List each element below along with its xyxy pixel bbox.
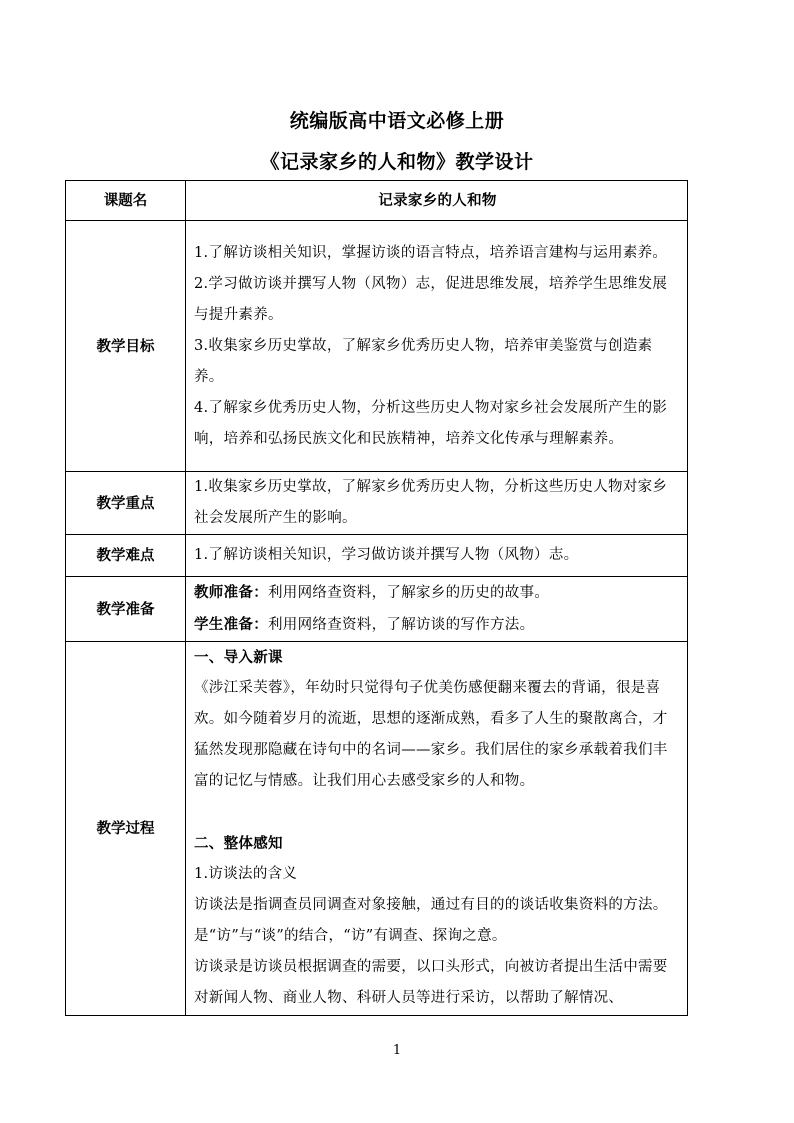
topic-value: 记录家乡的人和物 [186,181,688,221]
process-content [186,642,688,1016]
document-subtitle: 《记录家乡的人和物》教学设计 [260,151,534,173]
label-topic: 课题名 [66,181,186,221]
document-title: 统编版高中语文必修上册 [289,110,505,132]
teacher-prep-text: 利用网络查资料，了解家乡的历史的故事。 [268,585,550,601]
goal-item: 4.了解家乡优秀历史人物，分析这些历史人物对家乡社会发展所产生的影响，培养和弘扬民族文化和民族精神，培养文化传承与理解素养。 [194,399,668,447]
label-goals: 教学目标 [66,221,186,472]
row-topic [66,181,688,221]
goals-content [186,221,688,472]
row-difficulty [66,535,688,577]
row-key [66,472,688,535]
difficulty-text: 1.了解访谈相关知识，学习做访谈并撰写人物（风物）志。 [186,535,688,577]
prep-content [186,577,688,642]
goal-item: 2.学习做访谈并撰写人物（风物）志，促进思维发展，培养学生思维发展与提升素养。 [194,275,668,323]
goal-item: 1.了解访谈相关知识，掌握访谈的语言特点，培养语言建构与运用素养。 [194,244,668,261]
lesson-plan-table [65,180,688,1016]
section-title: 二、整体感知 [194,835,283,852]
label-prep: 教学准备 [66,577,186,642]
row-prep [66,577,688,642]
section-paragraph: 访谈法是指调查员同调查对象接触，通过有目的的谈话收集资料的方法。是“访”与“谈”的结合，“访”有调查、探询之意。 [194,897,668,944]
student-prep-label: 学生准备： [194,616,268,633]
label-key: 教学重点 [66,472,186,535]
row-process [66,642,688,1016]
label-difficulty: 教学难点 [66,535,186,577]
row-goals [66,221,688,472]
page-number: 1 [392,1043,402,1058]
student-prep-text: 利用网络查资料，了解访谈的写作方法。 [268,617,535,633]
teacher-prep-label: 教师准备： [194,584,268,601]
section-paragraph: 访谈录是访谈员根据调查的需要，以口头形式，向被访者提出生活中需要对新闻人物、商业人物、科研人员等进行采访，以帮助了解情况、 [194,959,668,1006]
section-title: 一、导入新课 [194,649,283,666]
spacer [194,797,681,828]
subsection-title: 1.访谈法的含义 [194,866,298,882]
label-process: 教学过程 [66,642,186,1016]
student-prep [194,609,681,641]
goal-item: 3.收集家乡历史掌故，了解家乡优秀历史人物，培养审美鉴赏与创造素养。 [194,337,653,385]
teacher-prep [194,577,681,609]
section-paragraph: 《涉江采芙蓉》，年幼时只觉得句子优美伤感便翻来覆去的背诵，很是喜欢。如今随着岁月的流逝，思想的逐渐成熟，看多了人生的聚散离合，才猛然发现那隐藏在诗句中的名词——家乡。我们居住的家乡承载着我们丰富的记忆与情感。让我们用心去感受家乡的人和物。 [194,680,668,789]
key-text: 1.收集家乡历史掌故，了解家乡优秀历史人物，分析这些历史人物对家乡社会发展所产生的影响。 [186,472,688,535]
